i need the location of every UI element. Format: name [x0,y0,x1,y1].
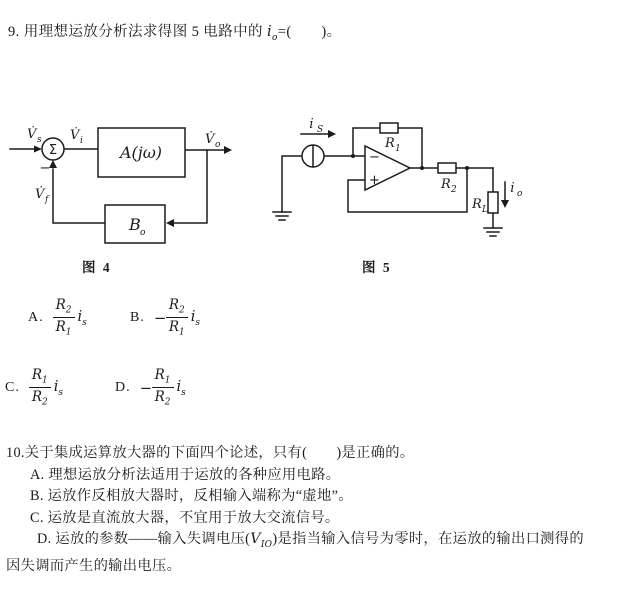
question-10-stem: 10.关于集成运算放大器的下面四个论述，只有( )是正确的。 [6,445,415,461]
option-d-current-term [177,379,186,398]
ground-symbol-right [484,228,502,236]
io-label: i̇ [510,181,515,196]
source-current-arrow-icon [328,130,336,138]
forward-gain-label: A(jω) [119,143,163,162]
numerator-sub: 1 [42,375,48,386]
vs-label-sub: s [37,135,42,145]
q9-option-a [28,297,87,339]
denominator-sub: 1 [65,328,72,339]
rl-label: R [472,197,482,212]
current-symbol: i [53,378,59,395]
numerator-symbol: R [55,297,66,313]
feedback-block-label-sub: o [140,228,146,238]
current-sub: s [195,317,201,328]
denominator-symbol: R [168,319,180,336]
output-arrow-icon [224,146,232,154]
numerator-sub: 2 [179,305,185,316]
fraction-numerator [166,297,188,318]
option-a-current-term [78,309,87,328]
q10-option-d [37,529,628,556]
resistor-r2-box [438,163,456,173]
option-a-fraction [53,297,75,339]
option-d-sign: − [139,378,153,397]
q9-current-variable: i [266,24,272,40]
fraction-numerator [152,367,174,388]
junction-dot-output [420,166,424,170]
feedback-arrow-icon [166,219,174,227]
fraction-denominator [56,318,72,338]
denominator-symbol: R [31,389,43,406]
q9-current-variable-sub: o [271,32,278,43]
option-b-current-term [191,309,200,328]
question-9-text: 9. 用理想运放分析法求得图 5 电路中的 [8,24,267,40]
numerator-sub: 2 [65,305,72,316]
q10-option-d-continuation: 因失调而产生的输出电压。 [6,558,182,575]
denominator-sub: 2 [164,398,171,409]
question-9-blank: =( )。 [277,24,342,40]
q9-option-c [5,367,63,409]
figure-5-caption: 图 5 [362,260,392,275]
q10-option-d-text-post: )是指当输入信号为零时，在运放的输出口测得的 [272,531,584,547]
option-c-current-term [54,379,63,398]
denominator-sub: 2 [42,398,48,409]
denominator-symbol: R [55,319,66,336]
fraction-numerator [29,367,51,388]
numerator-symbol: R [154,367,165,383]
vs-label: V̇ [27,127,37,142]
current-symbol: i [190,308,196,325]
fraction-numerator [53,297,75,318]
denominator-symbol: R [154,389,165,406]
fraction-denominator [169,318,185,338]
current-symbol: i [77,308,83,325]
figure-4-caption: 图 4 [82,260,112,275]
q10-option-a: A. 理想运放分析法适用于运放的各种应用电路。 [30,466,341,483]
vo-label-sub: o [215,140,221,150]
is-label: i̇ [309,117,314,132]
current-sub: s [58,387,64,398]
option-d-fraction [152,367,174,409]
q9-option-b [130,297,200,339]
question-10-block [6,443,628,578]
option-b-fraction [166,297,188,339]
summer-minus-sign: − [39,161,51,176]
numerator-sub: 1 [164,375,171,386]
q10-vio-variable: V [250,531,261,547]
resistor-rl-box [488,192,498,213]
q10-vio-variable-sub: IO [260,539,273,550]
option-b-sign: − [153,308,167,327]
r2-label-sub: 2 [451,185,457,195]
option-a-label: A. [28,309,44,325]
q9-option-d [115,367,186,409]
sigma-symbol: Σ [48,143,58,158]
current-sub: s [82,317,87,328]
opamp-plus-input: + [369,173,380,188]
input-arrow-icon [34,146,42,153]
source-ground-wire [282,156,302,212]
vf-label-sub: f [45,195,49,205]
figure-5-opamp-circuit [265,108,530,243]
vf-label: V̇ [35,187,45,202]
numerator-symbol: R [31,367,43,383]
q10-option-c: C. 运放是直流放大器，不宜用于放大交流信号。 [30,509,340,526]
r1-label-sub: 1 [395,144,401,154]
ground-symbol-left [273,212,291,220]
current-symbol: i [176,378,182,395]
figure-4-block-diagram [8,105,243,253]
q10-option-d-text: D. 运放的参数——输入失调电压( [37,531,251,547]
output-current-arrow-icon [501,200,509,208]
feedback-block-label: B [129,215,141,234]
q10-option-b: B. 运放作反相放大器时，反相输入端称为“虚地”。 [30,488,353,504]
vi-label-sub: i [80,136,83,146]
r1-label: R [385,136,395,151]
fraction-denominator [32,388,48,408]
junction-dot-load [465,166,469,170]
option-c-fraction [29,367,51,409]
r2-label: R [441,177,451,192]
resistor-r1-box [380,123,398,133]
is-label-sub: S [317,125,324,135]
io-label-sub: o [517,189,523,199]
option-c-label: C. [5,379,20,395]
current-sub: s [181,387,186,398]
vo-label: V̇ [205,132,215,147]
numerator-symbol: R [168,297,180,313]
fraction-denominator [155,388,171,408]
option-d-label: D. [115,379,131,395]
junction-dot-inverting [351,154,355,158]
opamp-minus-input: − [369,150,380,165]
rl-label-sub: L [482,205,488,215]
option-b-label: B. [130,309,145,325]
feedback-return-wire [53,169,105,223]
vi-label: V̇ [70,128,80,143]
denominator-sub: 1 [179,328,185,339]
question-9-stem [8,20,342,43]
